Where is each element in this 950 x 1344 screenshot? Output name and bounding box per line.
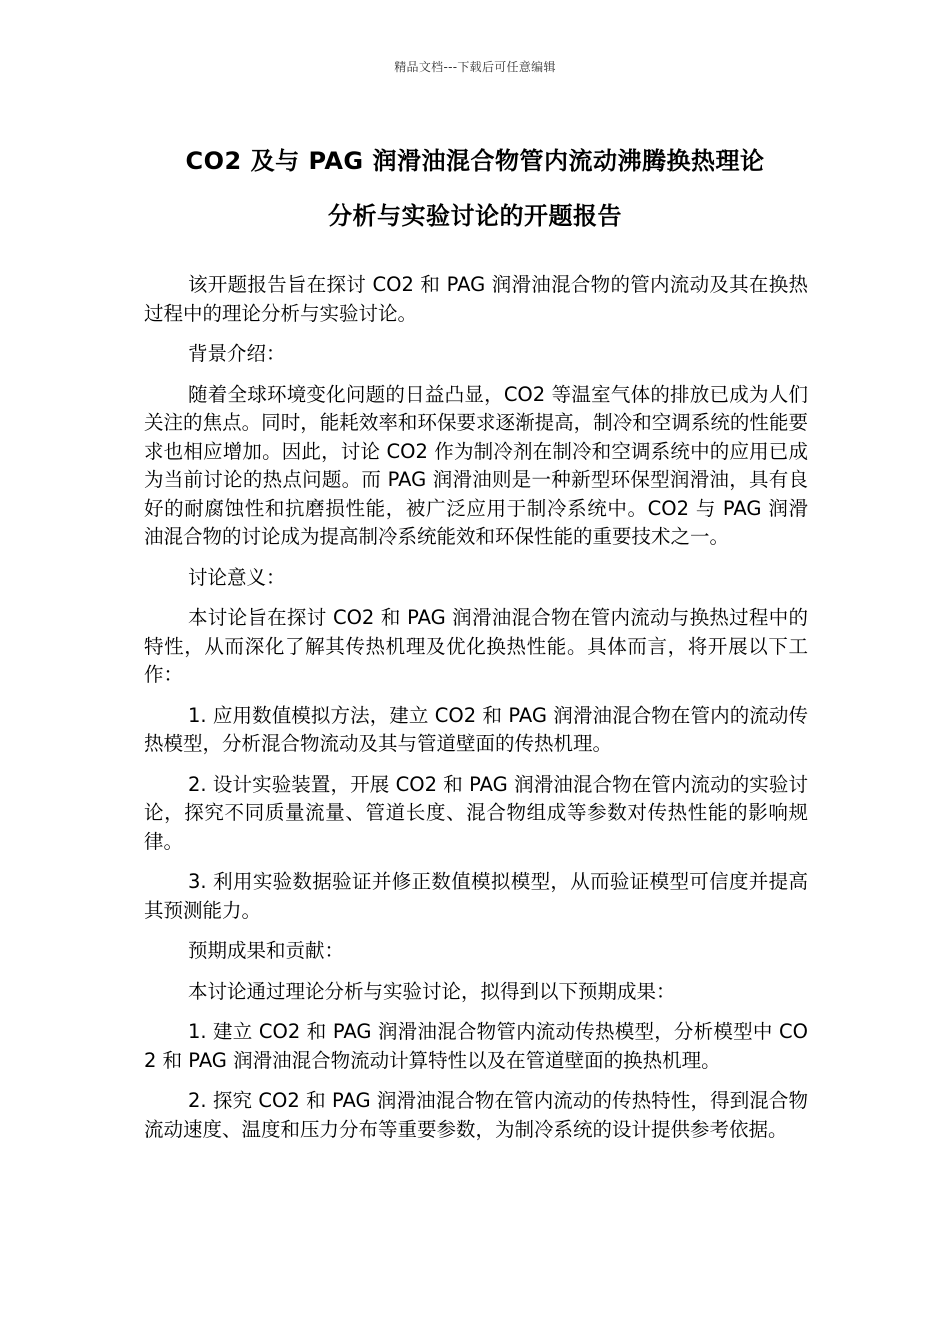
document-title-line-2: 分析与实验讨论的开题报告	[328, 202, 622, 230]
background-paragraph: 随着全球环境变化问题的日益凸显，CO2 等温室气体的排放已成为人们关注的焦点。同时，能耗效率和环保要求逐渐提高，制冷和空调系统的性能要求也相应增加。因此，讨论 CO2 作为制冷剂在制冷和空调系统中的应用已成为当前讨论的热点问题。而 PAG 润滑油则是一种新型环保型润滑油，具有良好的耐腐蚀性和抗磨损性能，被广泛应用于制冷系统中。CO2 与 PAG 润滑油混合物的讨论成为提高制冷系统能效和环保性能的重要技术之一。	[144, 382, 808, 548]
document-title-line-1: CO2 及与 PAG 润滑油混合物管内流动沸腾换热理论	[185, 147, 765, 175]
significance-paragraph: 本讨论旨在探讨 CO2 和 PAG 润滑油混合物在管内流动与换热过程中的特性，从而深化了解其传热机理及优化换热性能。具体而言，将开展以下工作：	[144, 606, 808, 686]
work-item-3: 3. 利用实验数据验证并修正数值模拟模型，从而验证模型可信度并提高其预测能力。	[144, 870, 808, 922]
section-heading-outcomes: 预期成果和贡献：	[188, 939, 345, 962]
section-heading-significance: 讨论意义：	[188, 565, 286, 589]
work-item-1: 1. 应用数值模拟方法，建立 CO2 和 PAG 润滑油混合物在管内的流动传热模型，分析混合物流动及其与管道壁面的传热机理。	[144, 703, 808, 755]
section-heading-background: 背景介绍：	[188, 342, 286, 365]
header-note: 精品文档---下载后可任意编辑	[394, 60, 556, 74]
outcomes-intro: 本讨论通过理论分析与实验讨论，拟得到以下预期成果：	[188, 979, 676, 1003]
outcome-item-1: 1. 建立 CO2 和 PAG 润滑油混合物管内流动传热模型，分析模型中 CO2 和 PAG 润滑油混合物流动计算特性以及在管道壁面的换热机理。	[144, 1020, 808, 1072]
document-body	[144, 271, 808, 1156]
outcome-item-2: 2. 探究 CO2 和 PAG 润滑油混合物在管内流动的传热特性，得到混合物流动速度、温度和压力分布等重要参数，为制冷系统的设计提供参考依据。	[144, 1089, 808, 1141]
work-item-2: 2. 设计实验装置，开展 CO2 和 PAG 润滑油混合物在管内流动的实验讨论，探究不同质量流量、管道长度、混合物组成等参数对传热性能的影响规律。	[144, 772, 808, 853]
intro-paragraph: 该开题报告旨在探讨 CO2 和 PAG 润滑油混合物的管内流动及其在换热过程中的理论分析与实验讨论。	[144, 273, 808, 325]
